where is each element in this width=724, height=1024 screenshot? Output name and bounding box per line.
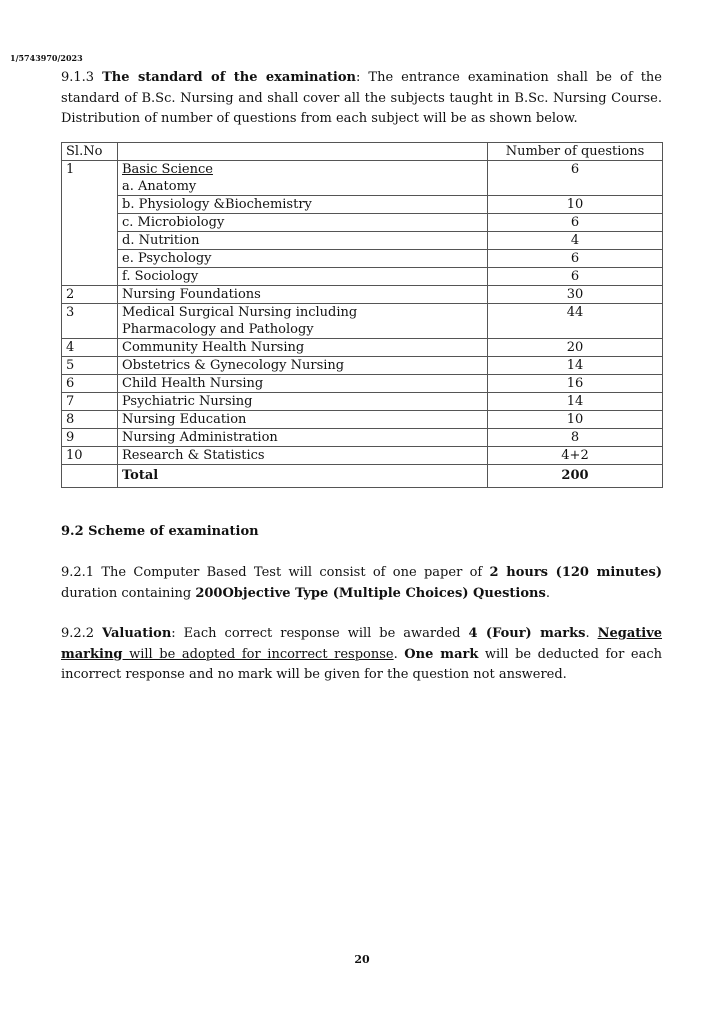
table-row (62, 214, 663, 232)
basic-science-item: a. Anatomy (122, 179, 197, 194)
row-count: 44 (488, 304, 663, 339)
section-922-number: 9.2.2 (61, 626, 103, 641)
row-count: 10 (488, 411, 663, 429)
row-count: 14 (488, 393, 663, 411)
table-row (62, 411, 663, 429)
row-slno-empty (62, 232, 118, 250)
section-922-part1: : Each correct response will be awarded (171, 626, 469, 641)
table-header-row (62, 143, 663, 161)
section-922-label: Valuation (102, 626, 172, 641)
row-subject: Community Health Nursing (118, 339, 488, 357)
row-subject: Nursing Foundations (118, 286, 488, 304)
total-label: Total (118, 465, 488, 488)
table-row (62, 250, 663, 268)
row-count: 20 (488, 339, 663, 357)
row-slno: 5 (62, 357, 118, 375)
question-distribution-table (61, 142, 663, 488)
row-slno: 2 (62, 286, 118, 304)
row-slno-empty (62, 250, 118, 268)
basic-science-title: Basic Science (122, 162, 213, 177)
row-slno: 8 (62, 411, 118, 429)
table-row (62, 393, 663, 411)
row-slno: 6 (62, 375, 118, 393)
row-slno: 4 (62, 339, 118, 357)
row-subject: Obstetrics & Gynecology Nursing (118, 357, 488, 375)
row-count: 6 (488, 214, 663, 232)
row-count: 6 (488, 268, 663, 286)
row-count: 4+2 (488, 447, 663, 465)
row-subject: Nursing Administration (118, 429, 488, 447)
section-922-part3: . (393, 646, 405, 662)
total-slno-empty (62, 465, 118, 488)
negative-marking-bold: Negative marking (61, 626, 663, 662)
row-slno: 7 (62, 393, 118, 411)
row-slno: 10 (62, 447, 118, 465)
table-row (62, 339, 663, 357)
section-921-paragraph (61, 563, 662, 604)
row-slno: 9 (62, 429, 118, 447)
row-subject: Child Health Nursing (118, 375, 488, 393)
table-row (62, 286, 663, 304)
row-count: 16 (488, 375, 663, 393)
section-921-prefix: 9.2.1 The Computer Based Test will consist of one paper of (61, 565, 490, 580)
row-count: 10 (488, 196, 663, 214)
row-subject-line1: Medical Surgical Nursing including (122, 305, 358, 320)
section-922-one-mark: One mark (404, 646, 479, 662)
row-count: 6 (488, 161, 663, 196)
section-913-heading: The standard of the examination (102, 70, 356, 85)
row-count: 30 (488, 286, 663, 304)
section-921-suffix: . (545, 585, 550, 601)
section-922-paragraph (61, 624, 662, 686)
table-row (62, 357, 663, 375)
header-number-of-questions: Number of questions (488, 143, 663, 161)
section-913-text: : The entrance examination shall be of the standard of B.Sc. Nursing and shall cover all the subjects taught in B.Sc. Nursing Course. Distribution of number of questions from each subject will be as shown below. (61, 70, 662, 126)
row-subject: Research & Statistics (118, 447, 488, 465)
row-subject: c. Microbiology (118, 214, 488, 232)
row-slno: 3 (62, 304, 118, 339)
table-row (62, 304, 663, 339)
row-count: 6 (488, 250, 663, 268)
table-row (62, 268, 663, 286)
row-subject: Nursing Education (118, 411, 488, 429)
section-922-marks: 4 (Four) marks (468, 626, 586, 641)
table-row (62, 429, 663, 447)
table-row (62, 161, 663, 196)
row-subject: e. Psychology (118, 250, 488, 268)
section-921-duration: 2 hours (120 minutes) (489, 565, 662, 580)
row-subject (118, 161, 488, 196)
table-row (62, 447, 663, 465)
row-subject: d. Nutrition (118, 232, 488, 250)
negative-marking-note: Negative marking will be adopted for incorrect response (61, 626, 663, 662)
table-row (62, 232, 663, 250)
section-922-part2: . (585, 626, 598, 641)
row-count: 14 (488, 357, 663, 375)
table-total-row (62, 465, 663, 488)
page-number: 20 (354, 953, 370, 966)
row-subject-line2: Pharmacology and Pathology (122, 322, 314, 337)
section-922-part4: will be deducted for each incorrect response and no mark will be given for the question not answered. (61, 646, 662, 682)
section-921-questions: 200Objective Type (Multiple Choices) Questions (195, 585, 546, 601)
section-921-middle: duration containing (61, 585, 196, 601)
row-count: 8 (488, 429, 663, 447)
header-slno: Sl.No (62, 143, 118, 161)
section-92-heading: 9.2 Scheme of examination (61, 524, 259, 539)
total-value: 200 (488, 465, 663, 488)
table-row (62, 375, 663, 393)
document-reference: 1/5743970/2023 (10, 53, 83, 63)
section-913-number: 9.1.3 (61, 70, 95, 85)
row-slno-empty (62, 196, 118, 214)
row-slno: 1 (62, 161, 118, 196)
table-row (62, 196, 663, 214)
row-slno-empty (62, 268, 118, 286)
header-subject (118, 143, 488, 161)
row-subject (118, 304, 488, 339)
row-slno-empty (62, 214, 118, 232)
row-subject: Psychiatric Nursing (118, 393, 488, 411)
row-count: 4 (488, 232, 663, 250)
section-913-paragraph (61, 68, 662, 130)
row-subject: b. Physiology &Biochemistry (118, 196, 488, 214)
row-subject: f. Sociology (118, 268, 488, 286)
